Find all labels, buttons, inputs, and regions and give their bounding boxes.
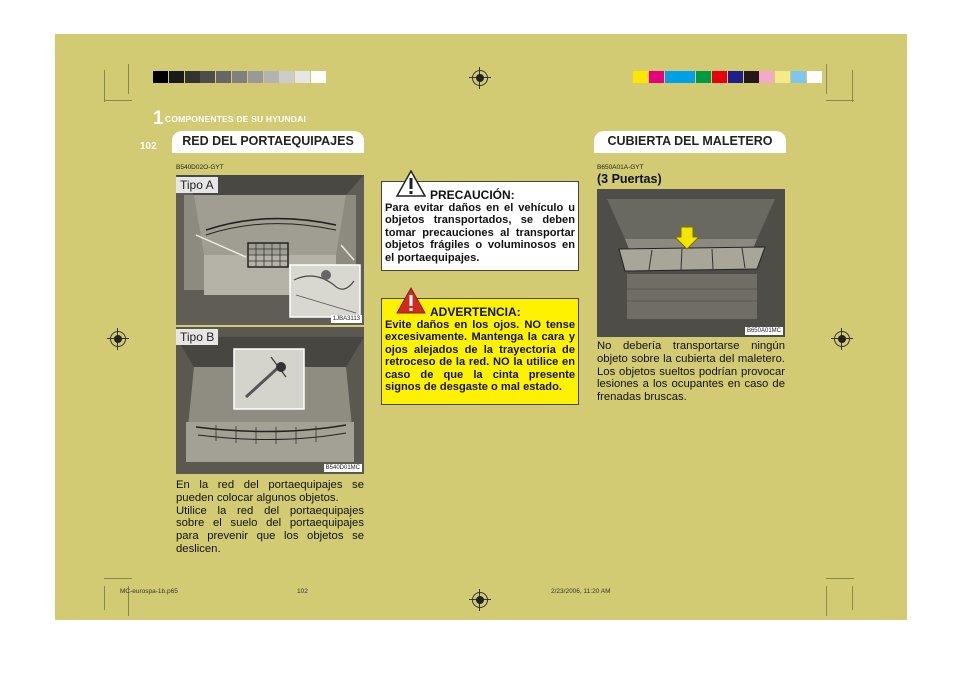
color-swatch (248, 71, 263, 83)
color-swatch (279, 71, 294, 83)
registration-mark-icon (469, 67, 491, 89)
crop-mark (826, 586, 827, 616)
color-swatch (200, 71, 215, 83)
chapter-number: 1 (153, 108, 164, 129)
color-swatch (807, 71, 822, 83)
luggage-cover-illustration (597, 189, 785, 337)
footer-datetime: 2/23/2006, 11:20 AM (551, 588, 611, 595)
crop-mark (104, 70, 105, 102)
warning-box (381, 298, 579, 405)
footer-file: MC-eurospa-1b.p65 (120, 588, 178, 595)
warning-triangle-icon (396, 287, 426, 314)
color-swatch (712, 71, 727, 83)
color-swatch (791, 71, 806, 83)
color-swatch (633, 71, 648, 83)
paragraph: En la red del portaequipajes se pueden colocar algunos objetos. (176, 479, 364, 504)
color-swatch (649, 71, 664, 83)
color-swatch (665, 71, 680, 83)
crop-mark (826, 100, 854, 101)
crop-mark (826, 64, 827, 94)
section-divider (594, 151, 786, 153)
body-text-cargo-net (176, 479, 364, 556)
image-label-type-a: Tipo A (176, 177, 218, 193)
color-swatch (680, 71, 695, 83)
section-tab-cargo-net: RED DEL PORTAEQUIPAJES (172, 131, 364, 151)
registration-mark-icon (831, 328, 853, 350)
caution-triangle-icon (396, 170, 426, 197)
registration-mark-icon (107, 328, 129, 350)
chapter-title: COMPONENTES DE SU HYUNDAI (165, 114, 307, 124)
crop-mark (104, 100, 132, 101)
warning-text: Evite daños en los ojos. NO tense excesivamente. Mantenga la cara y ojos alejados de la trayectoria de retroceso de la red. NO la utilice en caso de que la cinta presente signos de desgaste o mal estado. (385, 319, 575, 394)
page-number: 102 (140, 141, 157, 152)
section-code: B650A01A-GYT (597, 164, 644, 171)
color-swatch (264, 71, 279, 83)
subtitle-3-doors: (3 Puertas) (597, 172, 662, 186)
color-swatch (153, 71, 168, 83)
photo-cargo-net-type-a (176, 175, 364, 325)
color-swatch (311, 71, 326, 83)
image-code: 1JBA3113 (332, 316, 360, 322)
cargo-net-type-b-illustration (176, 327, 364, 474)
warning-title: ADVERTENCIA: (430, 305, 521, 319)
caution-text: Para evitar daños en el vehículo u objetos transportados, se deben tomar precauciones al transportar objetos frágiles o voluminosos en el portaequipajes. (385, 202, 575, 264)
paragraph: Utilice la red del portaequipajes sobre el suelo del portaequipajes para prevenir que los objetos se deslicen. (176, 504, 364, 555)
color-swatch (232, 71, 247, 83)
image-label-type-b: Tipo B (176, 329, 218, 345)
crop-mark (852, 70, 853, 102)
cargo-net-type-a-illustration (176, 175, 364, 325)
color-swatch (775, 71, 790, 83)
image-code: B650A01MC (746, 328, 781, 334)
color-swatch (696, 71, 711, 83)
color-swatch (169, 71, 184, 83)
registration-mark-icon (469, 589, 491, 611)
color-swatch (216, 71, 231, 83)
color-swatch (295, 71, 310, 83)
crop-mark (104, 586, 105, 610)
color-swatch (185, 71, 200, 83)
footer-page: 102 (297, 588, 308, 595)
image-code: B540D01MC (325, 465, 360, 471)
photo-luggage-cover (597, 189, 785, 337)
caution-title: PRECAUCIÓN: (430, 188, 515, 202)
crop-mark (104, 578, 132, 579)
section-divider (172, 151, 364, 153)
color-swatch (728, 71, 743, 83)
body-text-luggage-cover: No debería transportarse ningún objeto sobre la cubierta del maletero. Los objetos sueltos podrían provocar lesiones a los ocupantes en caso de frenadas bruscas. (597, 340, 785, 404)
crop-mark (128, 64, 129, 94)
crop-mark (826, 578, 854, 579)
section-tab-luggage-cover: CUBIERTA DEL MALETERO (594, 131, 786, 151)
crop-mark (852, 586, 853, 610)
color-swatch (744, 71, 759, 83)
section-code: B540D02O-GYT (176, 164, 224, 171)
color-swatch (759, 71, 774, 83)
photo-cargo-net-type-b (176, 327, 364, 474)
caution-box (381, 181, 579, 271)
